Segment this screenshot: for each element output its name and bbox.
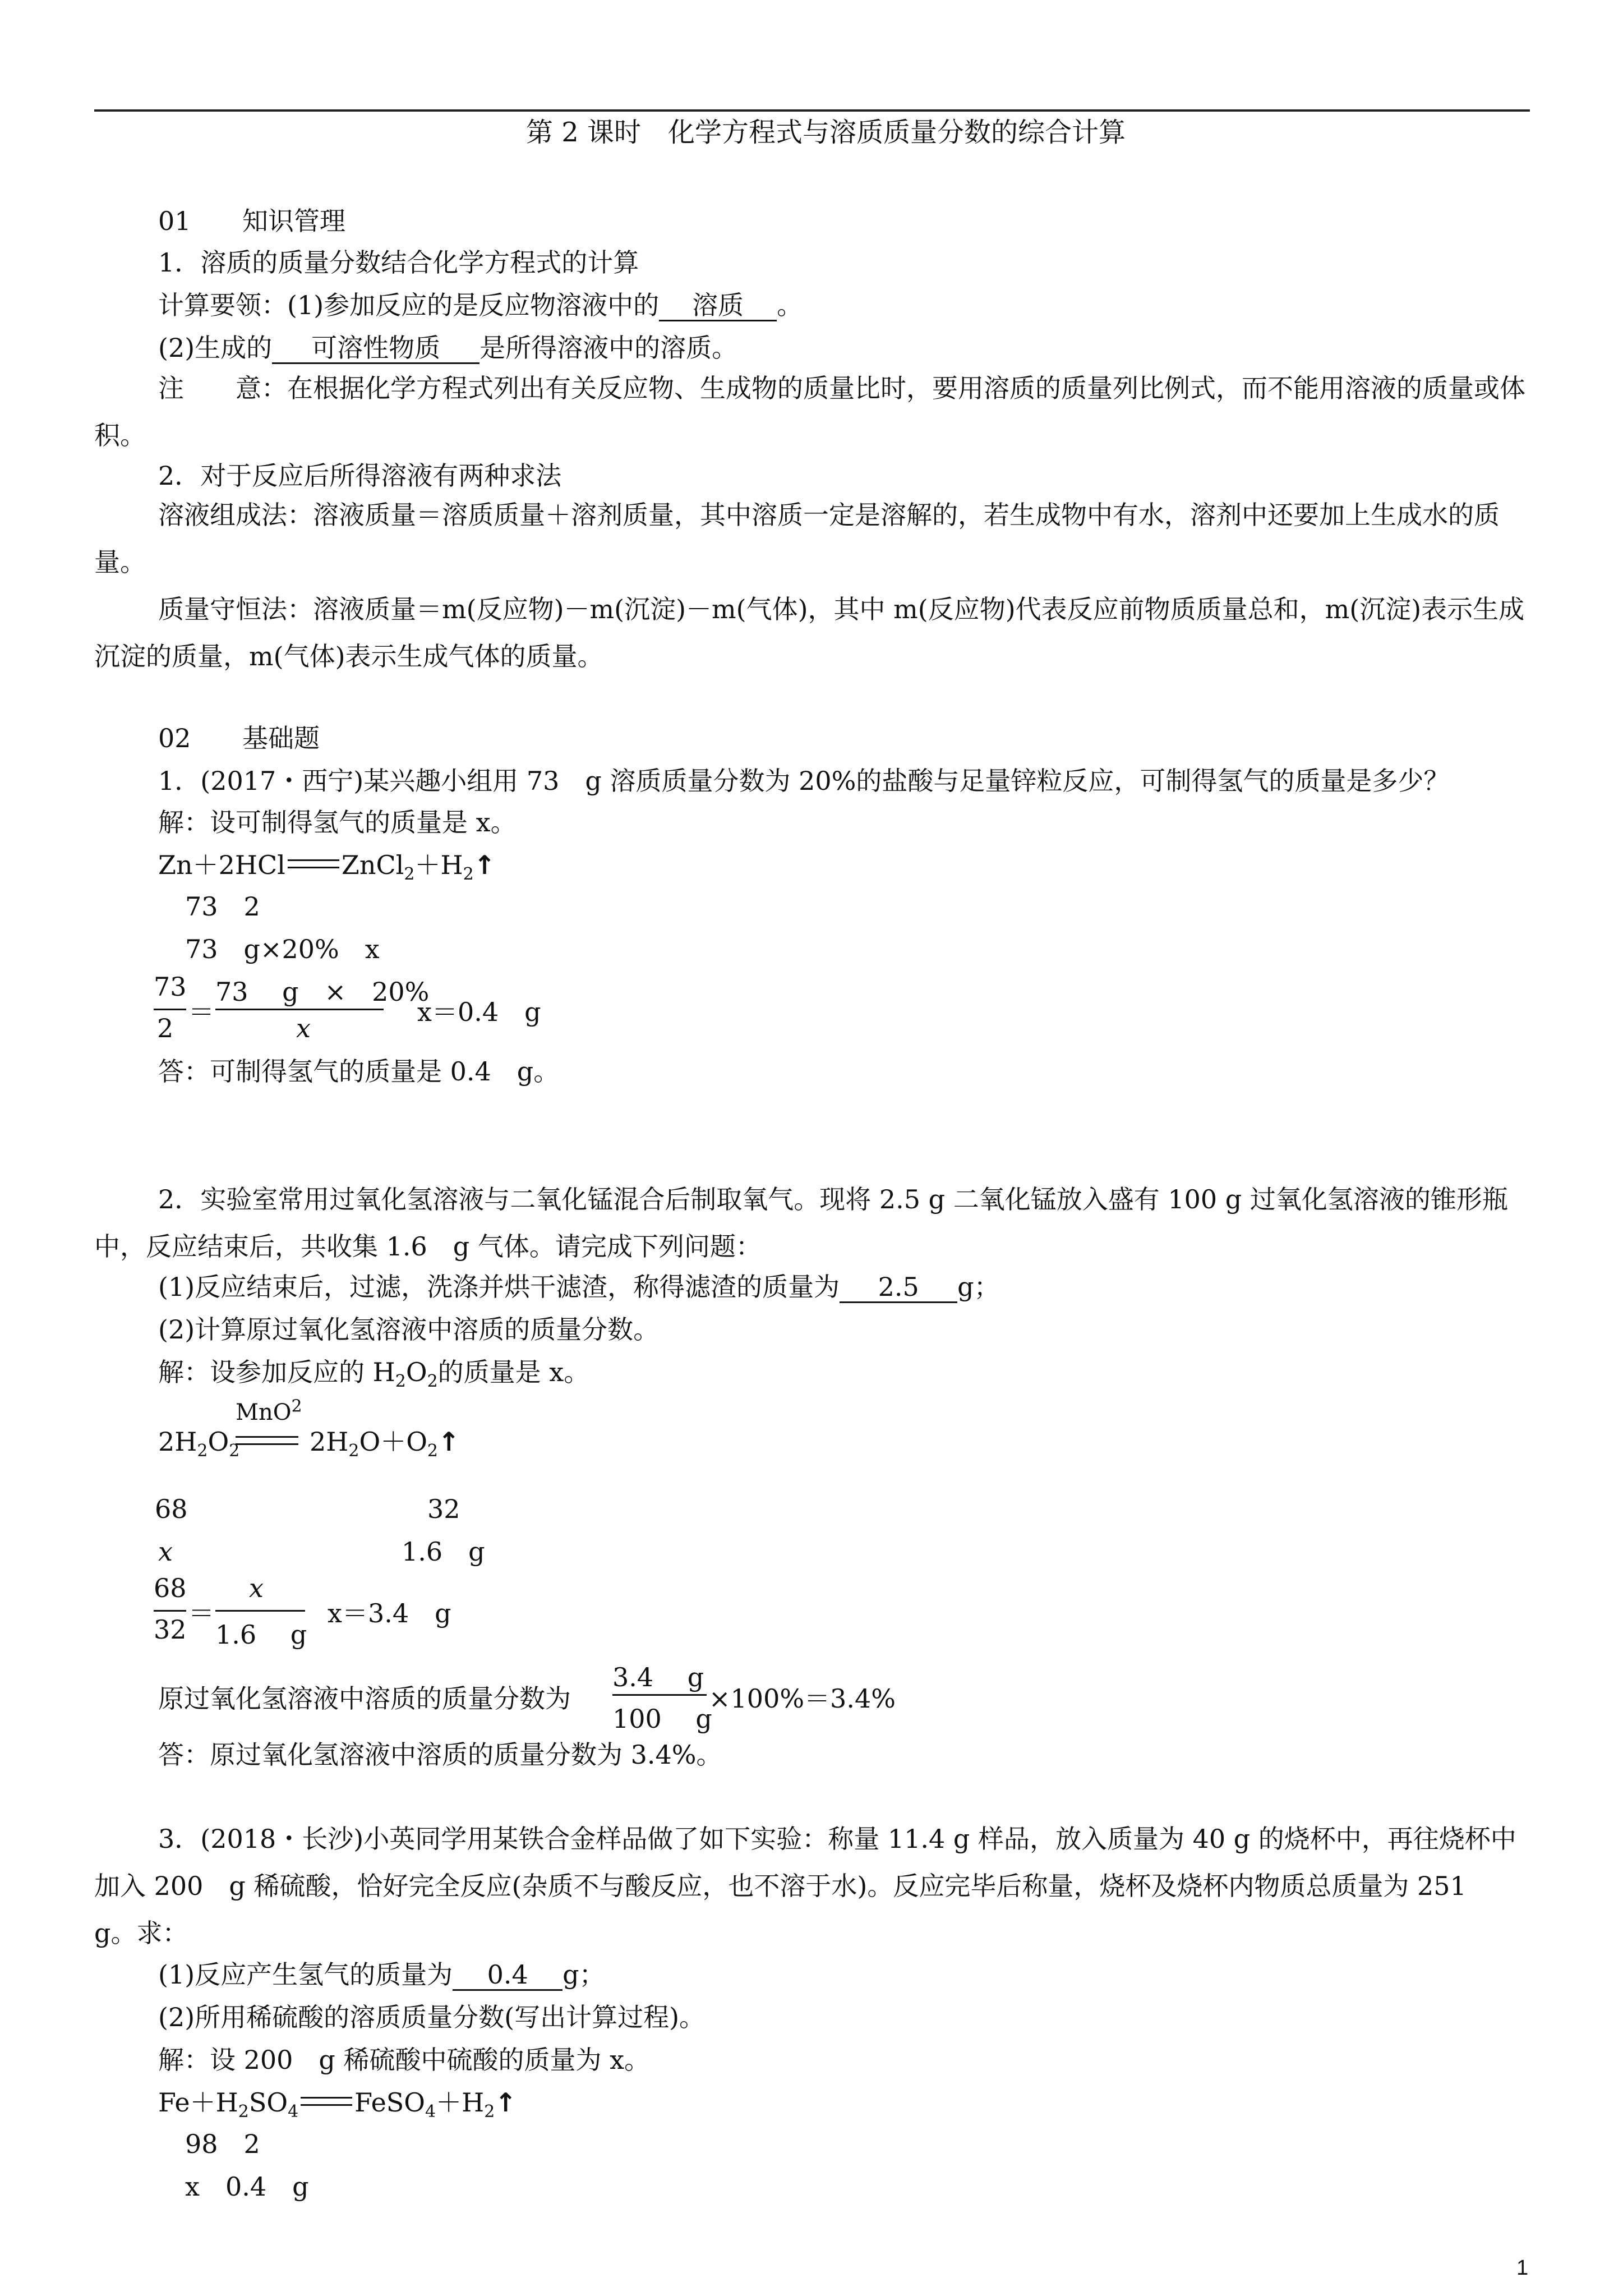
text: 计算要领：(1)参加反应的是反应物溶液中的 xyxy=(158,290,660,320)
subscript: 4 xyxy=(288,2102,299,2122)
note-paragraph: 注 意：在根据化学方程式列出有关反应物、生成物的质量比时，要用溶质的质量列比例式，而不能用溶液的质量或体积。 xyxy=(94,373,1525,450)
subscript: 2 xyxy=(229,1441,240,1461)
text: O xyxy=(208,1427,229,1457)
chemical-equation xyxy=(158,848,496,885)
text: (1)反应产生氢气的质量为 xyxy=(158,1959,453,1990)
sub-question xyxy=(158,1270,1000,1304)
answer-blank: 可溶性物质 xyxy=(272,333,479,364)
mass-fraction-result: ×100%＝3.4% xyxy=(709,1683,896,1714)
denominator: x xyxy=(296,1013,311,1043)
answer-blank: 0.4 xyxy=(453,1960,562,1991)
numerator: 3.4 g xyxy=(612,1662,704,1692)
solution-setup: 解：设可制得氢气的质量是 x。 xyxy=(158,807,517,838)
quantity-row: x 0.4 g xyxy=(185,2171,309,2202)
gas-arrow-icon: ↑ xyxy=(438,1427,460,1457)
numerator: 73 xyxy=(154,972,187,1002)
equals-sign xyxy=(236,1436,298,1445)
text: Fe＋H xyxy=(158,2087,238,2118)
denominator: 2 xyxy=(157,1013,174,1043)
text: (1)反应结束后，过滤，洗涤并烘干滤渣，称得滤渣的质量为 xyxy=(158,1272,840,1302)
subscript: 2 xyxy=(238,2102,249,2122)
text: g； xyxy=(957,1272,1000,1302)
subscript: 2 xyxy=(484,2102,495,2122)
numerator: x xyxy=(249,1573,264,1603)
subheading: 1．溶质的质量分数结合化学方程式的计算 xyxy=(158,247,639,278)
sub-question: (2)计算原过氧化氢溶液中溶质的质量分数。 xyxy=(158,1314,660,1345)
method-paragraph: 溶液组成法：溶液质量＝溶质质量＋溶剂质量，其中溶质一定是溶解的，若生成物中有水，溶剂中还要加上生成水的质量。 xyxy=(94,500,1500,577)
product: ＋H xyxy=(414,850,463,880)
product: ZnCl xyxy=(341,850,404,880)
subscript: 2 xyxy=(348,1441,359,1461)
result: x＝3.4 g xyxy=(328,1598,451,1628)
question-stem: 2．实验室常用过氧化氢溶液与二氧化锰混合后制取氧气。现将 2.5 g 二氧化锰放入盛有 100 g 过氧化氢溶液的锥形瓶中，反应结束后，共收集 1.6 g 气体。请完成下列问题： xyxy=(94,1184,1508,1262)
text: MnO xyxy=(236,1400,292,1425)
subscript: 2 xyxy=(404,864,415,885)
text: (2)生成的 xyxy=(158,333,273,363)
section-number: 01 xyxy=(158,206,191,236)
superscript: 2 xyxy=(291,1396,302,1416)
answer: 答：原过氧化氢溶液中溶质的质量分数为 3.4%。 xyxy=(158,1740,722,1770)
text: 是所得溶液中的溶质。 xyxy=(479,333,738,363)
subscript: 4 xyxy=(425,2102,436,2122)
text: O＋O xyxy=(359,1427,427,1457)
text: ＋H xyxy=(436,2087,485,2118)
header-rule xyxy=(94,109,1530,112)
text: g； xyxy=(562,1959,605,1990)
denominator: 1.6 g xyxy=(215,1619,307,1650)
text: 。 xyxy=(777,290,803,320)
text: SO xyxy=(248,2087,288,2118)
denominator: 32 xyxy=(154,1614,187,1645)
sub-question: (2)所用稀硫酸的溶质质量分数(写出计算过程)。 xyxy=(158,2002,706,2032)
subheading: 2．对于反应后所得溶液有两种求法 xyxy=(158,461,562,491)
method-paragraph: 质量守恒法：溶液质量＝m(反应物)－m(沉淀)－m(气体)，其中 m(反应物)代表反应前物质质量总和，m(沉淀)表示生成沉淀的质量，m(气体)表示生成气体的质量。 xyxy=(94,594,1525,671)
equals: ＝ xyxy=(188,997,214,1027)
quantity-value: x xyxy=(158,1536,173,1567)
ratio-row: 98 2 xyxy=(185,2129,260,2159)
numerator: 68 xyxy=(154,1573,187,1603)
subscript: 2 xyxy=(427,1372,438,1392)
catalyst-label xyxy=(236,1396,302,1429)
ratio-value: 68 xyxy=(155,1494,188,1524)
chemical-equation-right xyxy=(310,1425,460,1461)
answer-blank: 溶质 xyxy=(659,291,777,321)
gas-arrow-icon: ↑ xyxy=(473,850,496,880)
fraction-bar xyxy=(215,1610,305,1612)
chemical-equation xyxy=(158,2086,517,2122)
section-heading: 知识管理 xyxy=(242,206,345,236)
section-number: 02 xyxy=(158,723,191,753)
solution-setup xyxy=(158,1355,590,1392)
mass-fraction-text: 原过氧化氢溶液中溶质的质量分数为 xyxy=(158,1683,571,1714)
fraction-bar xyxy=(154,1610,186,1612)
question-stem: 3．(2018・长沙)小英同学用某铁合金样品做了如下实验：称量 11.4 g 样品，放入质量为 40 g 的烧杯中，再往烧杯中加入 200 g 稀硫酸，恰好完全反应(杂质不与酸反应，也不溶于水)。反应完毕后称量，烧杯及烧杯内物质总质量为 251 g。求： xyxy=(94,1824,1516,1948)
text: 的质量是 x。 xyxy=(437,1357,590,1387)
answer-blank: 2.5 xyxy=(840,1272,957,1303)
subscript: 2 xyxy=(197,1441,208,1461)
key-point-line xyxy=(158,331,737,365)
answer: 答：可制得氢气的质量是 0.4 g。 xyxy=(158,1056,560,1087)
equals-sign xyxy=(288,859,339,868)
fraction-bar xyxy=(612,1694,707,1696)
gas-arrow-icon: ↑ xyxy=(495,2087,517,2118)
page-number: 1 xyxy=(1516,2256,1529,2280)
numerator: 73 g × 20% xyxy=(215,977,430,1007)
question-stem: 1．(2017・西宁)某兴趣小组用 73 g 溶质质量分数为 20%的盐酸与足量锌粒反应，可制得氢气的质量是多少？ xyxy=(158,766,1450,796)
sub-question xyxy=(158,1958,605,1991)
equals: ＝ xyxy=(188,1598,214,1628)
section-heading: 基础题 xyxy=(242,723,320,753)
result: x＝0.4 g xyxy=(417,997,541,1027)
subscript: 2 xyxy=(395,1372,406,1392)
denominator: 100 g xyxy=(612,1704,712,1734)
quantity-row: 73 g×20% x xyxy=(185,934,380,964)
text: O xyxy=(405,1357,427,1387)
text: 2H xyxy=(310,1427,349,1457)
text: FeSO xyxy=(354,2087,426,2118)
ratio-value: 32 xyxy=(427,1494,460,1524)
solution-setup: 解：设 200 g 稀硫酸中硫酸的质量为 x。 xyxy=(158,2045,651,2075)
reactants: Zn＋2HCl xyxy=(158,850,285,880)
page-title: 第 2 课时 化学方程式与溶质质量分数的综合计算 xyxy=(526,117,1126,148)
fraction-bar xyxy=(215,1009,384,1010)
text: 解：设参加反应的 H xyxy=(158,1357,395,1387)
ratio-row: 73 2 xyxy=(185,891,260,922)
fraction-bar xyxy=(154,1009,186,1010)
equals-sign xyxy=(301,2097,352,2106)
key-point-line xyxy=(158,288,803,322)
chemical-equation-left xyxy=(158,1425,240,1461)
subscript: 2 xyxy=(463,864,474,885)
subscript: 2 xyxy=(427,1441,439,1461)
text: 2H xyxy=(158,1427,197,1457)
quantity-value: 1.6 g xyxy=(402,1536,485,1567)
